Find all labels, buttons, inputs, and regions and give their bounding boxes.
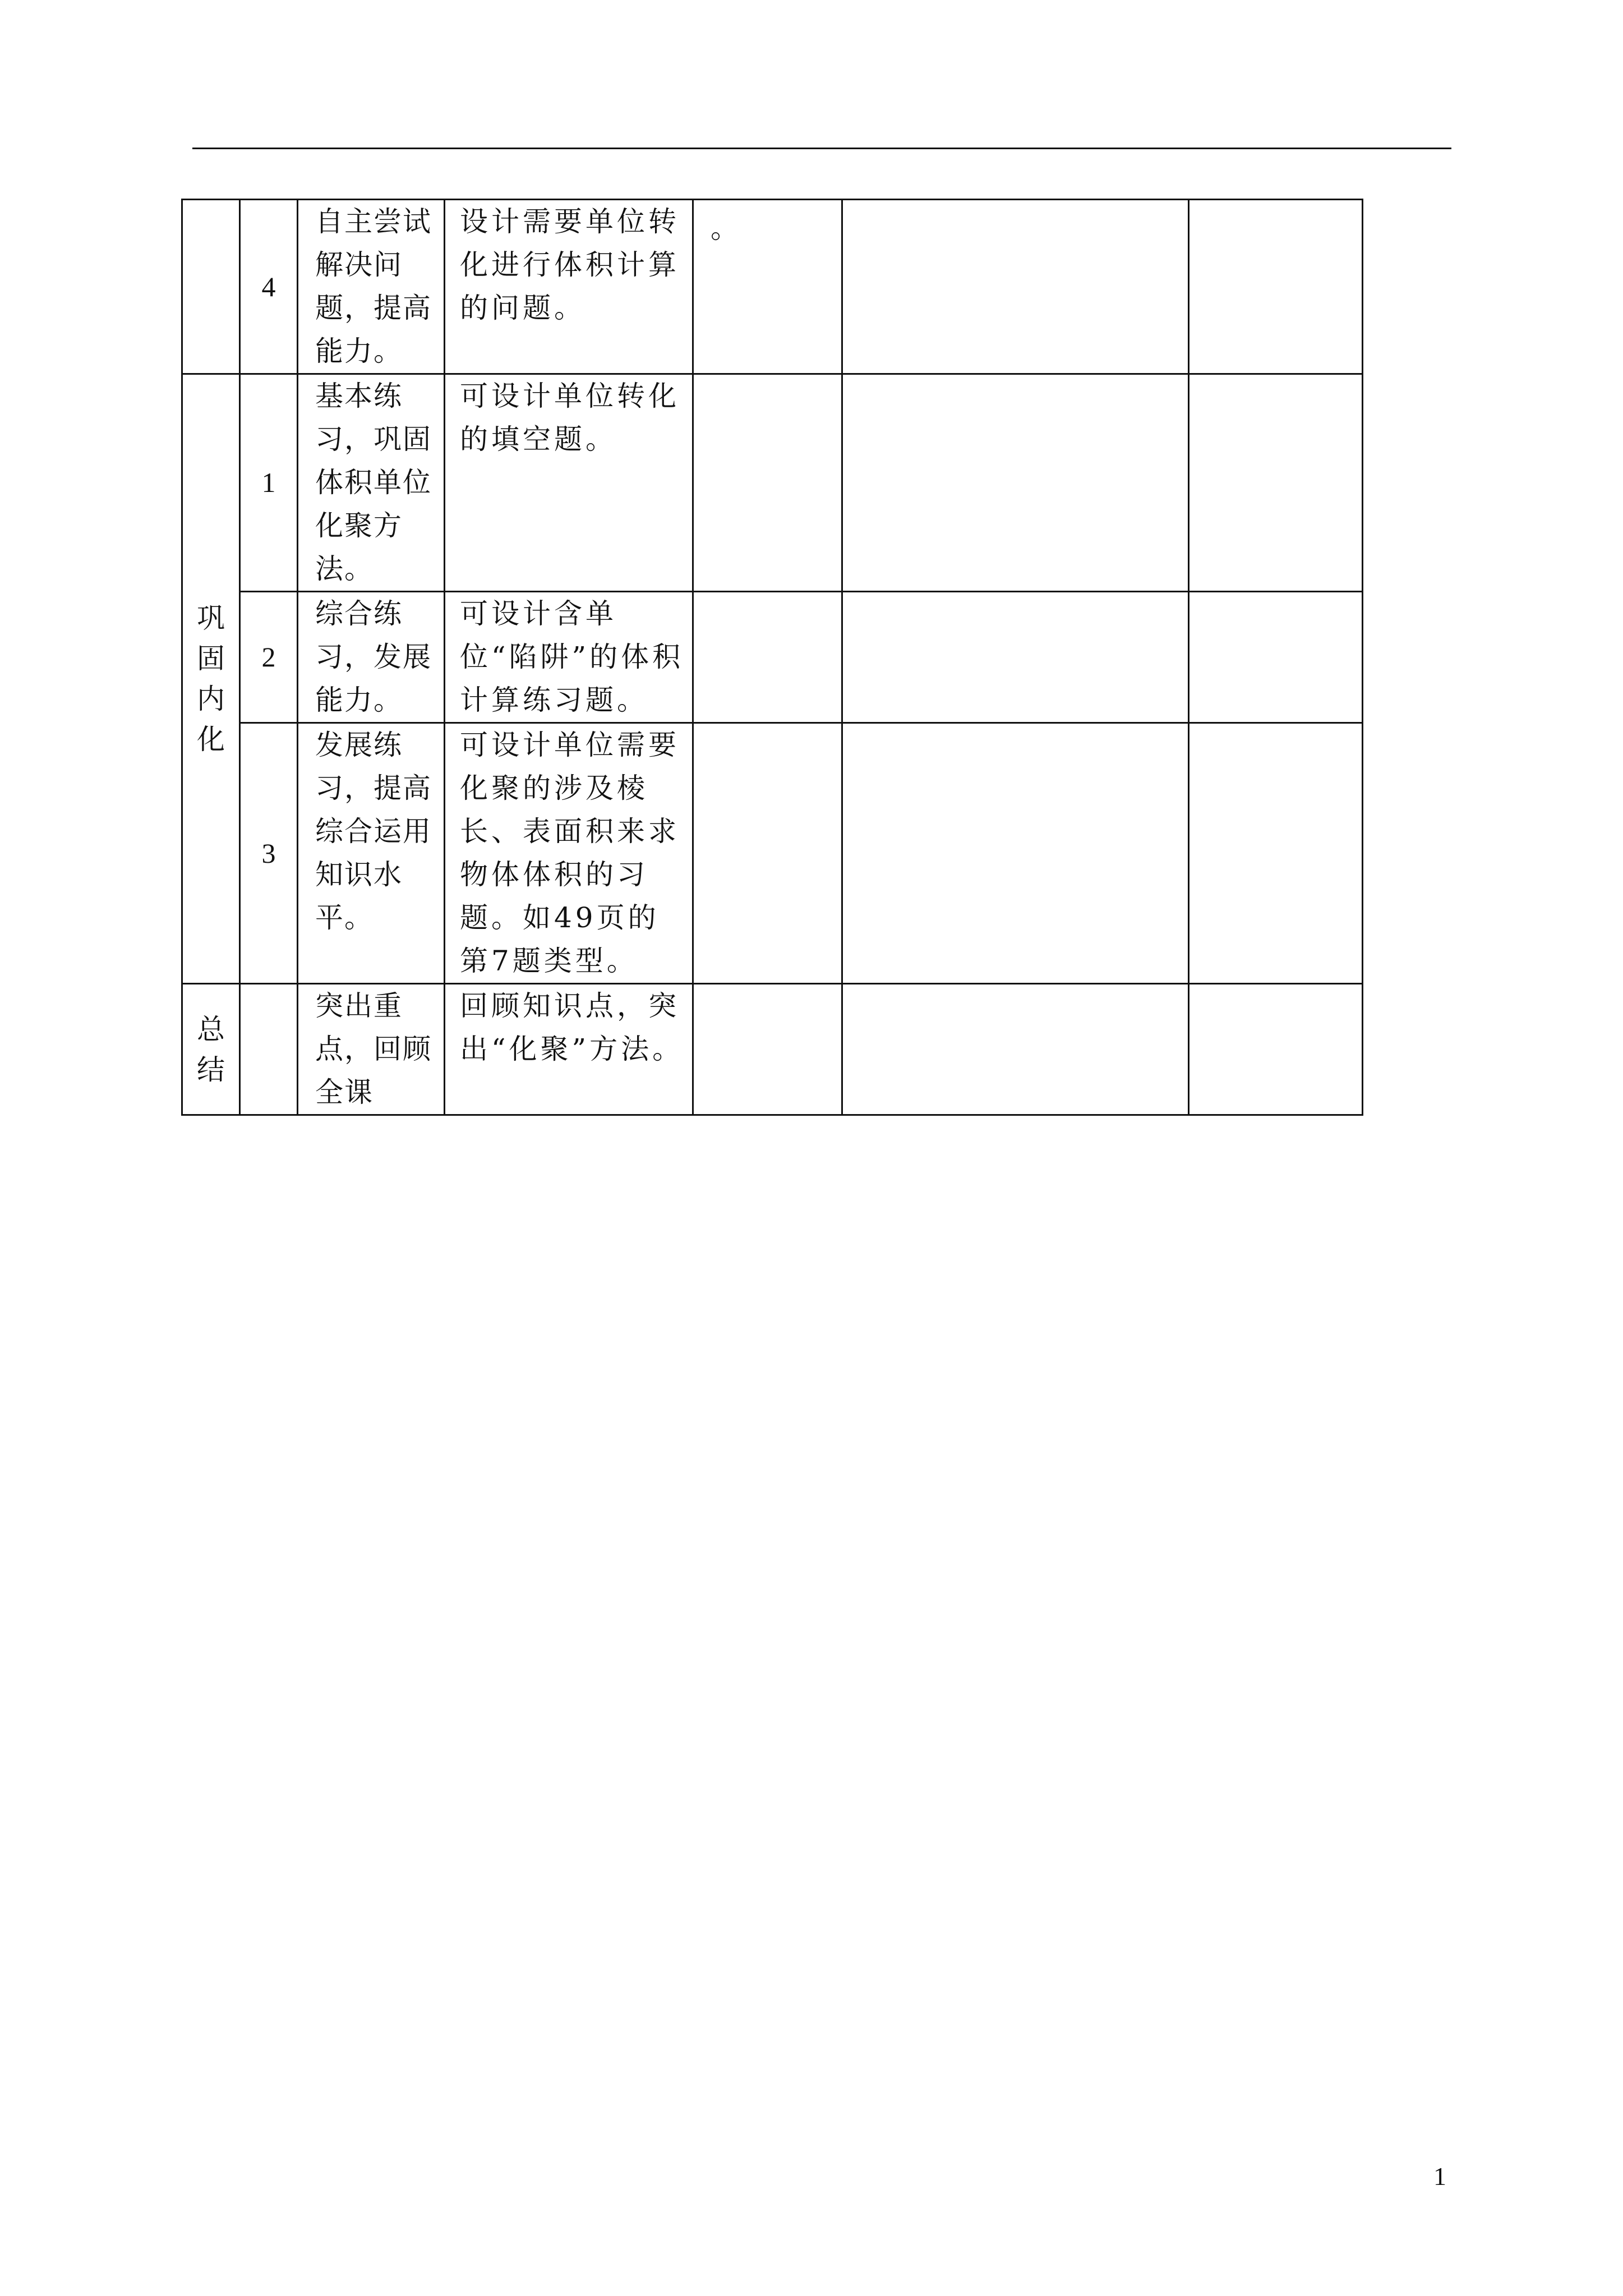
step-number: [240, 984, 298, 1115]
note-cell: 。: [693, 200, 842, 374]
goal-cell: 基本练习，巩固体积单位化聚方法。: [298, 374, 445, 592]
content-cell: 设计需要单位转化进行体积计算的问题。: [445, 200, 693, 374]
table-row: [182, 592, 1363, 723]
content-cell: 可设计单位需要化聚的涉及棱长、表面积来求物体体积的习题。如49页的第7题类型。: [445, 723, 693, 984]
goal-cell: 突出重点，回顾全课: [298, 984, 445, 1115]
empty-cell: [842, 592, 1189, 723]
header-rule: [192, 148, 1451, 149]
note-cell: [693, 592, 842, 723]
empty-cell: [1189, 723, 1363, 984]
stage-cell: 巩固内化: [182, 374, 240, 984]
stage-cell: [182, 200, 240, 374]
empty-cell: [842, 723, 1189, 984]
table-row: [182, 984, 1363, 1115]
empty-cell: [1189, 984, 1363, 1115]
table-row: [182, 723, 1363, 984]
step-number: 1: [240, 374, 298, 592]
step-number: 4: [240, 200, 298, 374]
lesson-plan-table: [181, 199, 1363, 1116]
content-cell: 可设计单位转化的填空题。: [445, 374, 693, 592]
goal-cell: 自主尝试解决问题，提高能力。: [298, 200, 445, 374]
note-cell: [693, 723, 842, 984]
goal-cell: 发展练习，提高综合运用知识水平。: [298, 723, 445, 984]
empty-cell: [842, 374, 1189, 592]
empty-cell: [1189, 592, 1363, 723]
content-cell: 回顾知识点，突出“化聚”方法。: [445, 984, 693, 1115]
note-cell: [693, 374, 842, 592]
step-number: 2: [240, 592, 298, 723]
step-number: 3: [240, 723, 298, 984]
table-row: [182, 374, 1363, 592]
page-number: 1: [1433, 2162, 1446, 2191]
note-cell: [693, 984, 842, 1115]
content-cell: 可设计含单位“陷阱”的体积计算练习题。: [445, 592, 693, 723]
empty-cell: [842, 200, 1189, 374]
empty-cell: [1189, 200, 1363, 374]
empty-cell: [842, 984, 1189, 1115]
table-row: [182, 200, 1363, 374]
goal-cell: 综合练习，发展能力。: [298, 592, 445, 723]
stage-cell: 总结: [182, 984, 240, 1115]
empty-cell: [1189, 374, 1363, 592]
